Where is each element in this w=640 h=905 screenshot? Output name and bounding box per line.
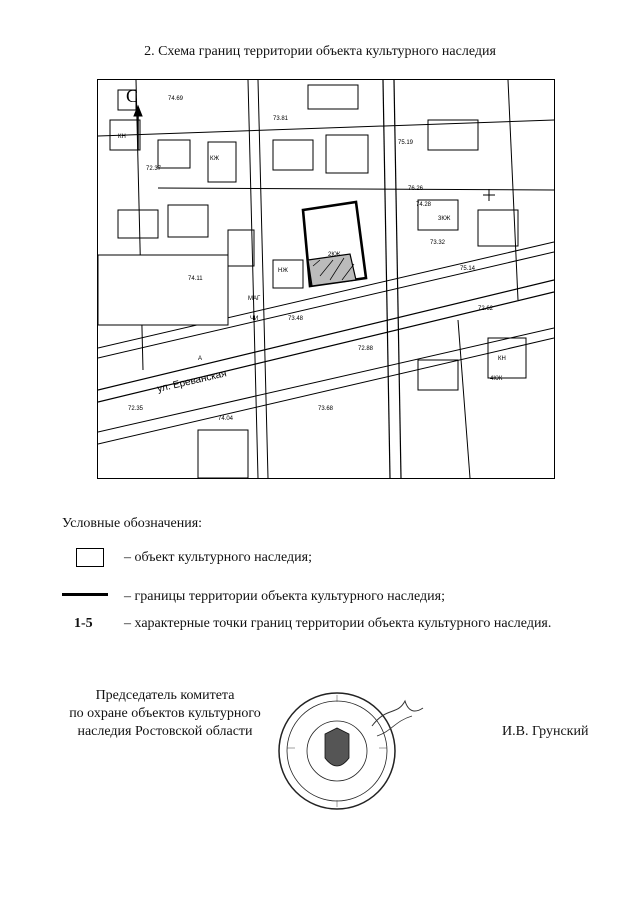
cadastral-map bbox=[97, 79, 555, 479]
signer-position-line: Председатель комитета bbox=[95, 688, 235, 703]
map-code: 2КЖ bbox=[328, 252, 341, 258]
map-elev: 73.48 bbox=[288, 316, 304, 322]
map-code: ЧИ bbox=[250, 316, 259, 322]
map-code: А bbox=[198, 356, 203, 362]
map-elev: 74.28 bbox=[416, 202, 432, 208]
map-elev: 73.32 bbox=[430, 240, 446, 246]
map-elev: 74.04 bbox=[218, 416, 234, 422]
map-code: КЖ bbox=[210, 156, 220, 162]
signer-position bbox=[55, 687, 275, 741]
map-elev: 72.35 bbox=[128, 406, 144, 412]
map-code: 3КЖ bbox=[438, 216, 451, 222]
legend-text-boundary: – границы территории объекта культурного наследия; bbox=[124, 589, 445, 604]
map-elev: 72.88 bbox=[358, 346, 374, 352]
map-elev: 72.62 bbox=[478, 306, 494, 312]
official-seal bbox=[277, 686, 427, 816]
map-elev: 73.68 bbox=[318, 406, 334, 412]
signer-position-line: по охране объектов культурного bbox=[69, 706, 261, 721]
map-code: КН bbox=[118, 134, 126, 140]
map-elev: 74.11 bbox=[188, 276, 203, 282]
signer-position-line: наследия Ростовской области bbox=[77, 724, 253, 739]
map-code: 4КЖ bbox=[490, 376, 503, 382]
legend-text-object: – объект культурного наследия; bbox=[124, 550, 312, 565]
signer-name: И.В. Грунский bbox=[502, 724, 589, 739]
map-elev: 74.69 bbox=[168, 96, 184, 102]
map-code: НЖ bbox=[278, 268, 288, 274]
map-code: КН bbox=[498, 356, 506, 362]
map-elev: 76.26 bbox=[408, 186, 424, 192]
legend-text-points: – характерные точки границ территории объекта культурного наследия. bbox=[124, 616, 552, 631]
page-title: 2. Схема границ территории объекта культурного наследия bbox=[144, 44, 496, 59]
map-elev: 75.14 bbox=[460, 266, 476, 272]
legend-symbol-boundary bbox=[62, 593, 108, 596]
map-elev: 72.37 bbox=[146, 166, 162, 172]
legend-symbol-points: 1-5 bbox=[74, 616, 93, 631]
map-drawing bbox=[98, 80, 554, 478]
map-code: МАГ bbox=[248, 296, 261, 302]
legend-heading: Условные обозначения: bbox=[62, 516, 203, 531]
legend-symbol-object bbox=[76, 548, 104, 567]
north-label: С bbox=[126, 86, 139, 106]
street-label: ул. Ереванская bbox=[156, 368, 228, 395]
map-elev: 73.81 bbox=[273, 116, 289, 122]
map-elev: 75.19 bbox=[398, 140, 414, 146]
